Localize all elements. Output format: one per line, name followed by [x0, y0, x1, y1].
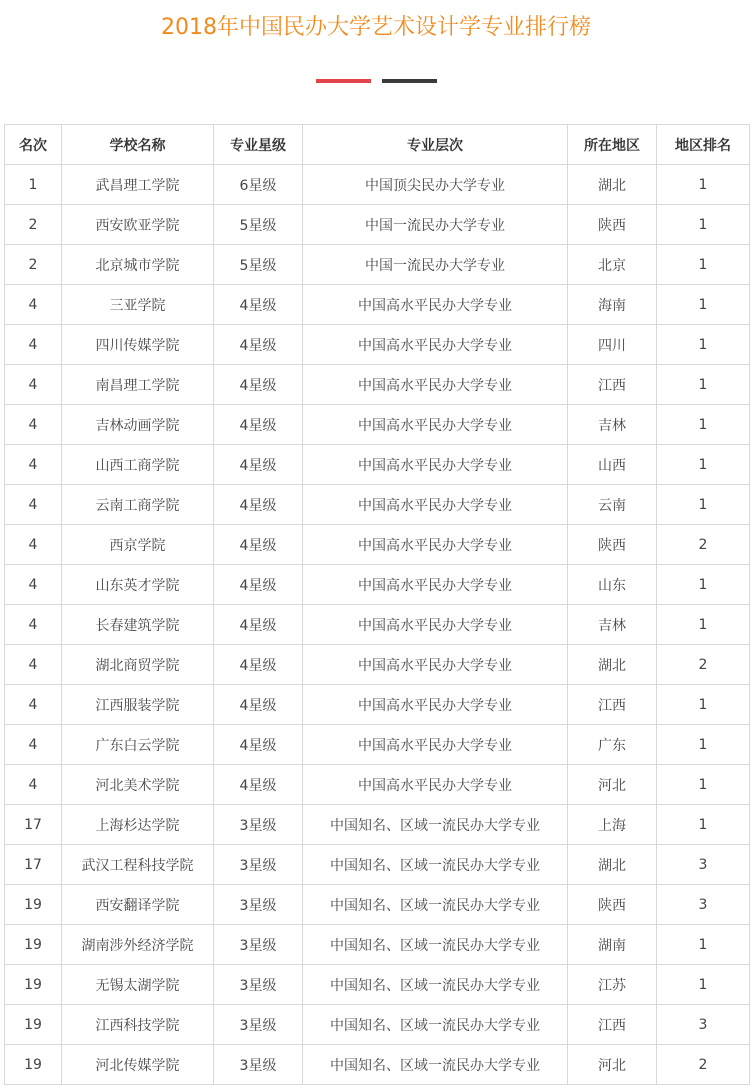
- cell-rank: 2: [5, 205, 62, 245]
- cell-school-name: 北京城市学院: [62, 245, 214, 285]
- header-major-level: 专业层次: [303, 125, 568, 165]
- table-row: [5, 365, 750, 405]
- cell-school-name: 山东英才学院: [62, 565, 214, 605]
- cell-star-level: 5星级: [214, 205, 303, 245]
- cell-rank: 17: [5, 845, 62, 885]
- cell-rank: 4: [5, 325, 62, 365]
- cell-star-level: 4星级: [214, 405, 303, 445]
- header-rank: 名次: [5, 125, 62, 165]
- table-row: [5, 565, 750, 605]
- cell-region-rank: 2: [657, 645, 750, 685]
- cell-rank: 4: [5, 765, 62, 805]
- cell-school-name: 吉林动画学院: [62, 405, 214, 445]
- cell-school-name: 武汉工程科技学院: [62, 845, 214, 885]
- cell-rank: 4: [5, 645, 62, 685]
- cell-region: 湖北: [568, 165, 657, 205]
- table-row: [5, 845, 750, 885]
- cell-star-level: 4星级: [214, 285, 303, 325]
- cell-star-level: 4星级: [214, 445, 303, 485]
- cell-region: 陕西: [568, 205, 657, 245]
- cell-rank: 1: [5, 165, 62, 205]
- cell-region-rank: 2: [657, 1045, 750, 1085]
- cell-rank: 4: [5, 365, 62, 405]
- cell-school-name: 西安翻译学院: [62, 885, 214, 925]
- cell-star-level: 3星级: [214, 925, 303, 965]
- table-row: [5, 805, 750, 845]
- divider-red-bar: [316, 79, 371, 83]
- cell-major-level: 中国高水平民办大学专业: [303, 285, 568, 325]
- cell-region-rank: 1: [657, 405, 750, 445]
- cell-star-level: 4星级: [214, 565, 303, 605]
- cell-region-rank: 1: [657, 365, 750, 405]
- table-row: [5, 645, 750, 685]
- cell-region: 湖北: [568, 845, 657, 885]
- cell-region-rank: 1: [657, 285, 750, 325]
- cell-region: 湖南: [568, 925, 657, 965]
- cell-region: 四川: [568, 325, 657, 365]
- table-body: [5, 165, 750, 1085]
- cell-school-name: 河北传媒学院: [62, 1045, 214, 1085]
- cell-major-level: 中国高水平民办大学专业: [303, 725, 568, 765]
- page-title: 2018年中国民办大学艺术设计学专业排行榜: [161, 15, 591, 40]
- table-row: [5, 725, 750, 765]
- cell-rank: 4: [5, 725, 62, 765]
- cell-school-name: 四川传媒学院: [62, 325, 214, 365]
- header-region: 所在地区: [568, 125, 657, 165]
- cell-rank: 19: [5, 885, 62, 925]
- cell-rank: 4: [5, 685, 62, 725]
- cell-rank: 4: [5, 445, 62, 485]
- table-row: [5, 525, 750, 565]
- cell-major-level: 中国一流民办大学专业: [303, 205, 568, 245]
- cell-rank: 19: [5, 965, 62, 1005]
- table-row: [5, 685, 750, 725]
- cell-region: 海南: [568, 285, 657, 325]
- table-row: [5, 285, 750, 325]
- cell-region: 云南: [568, 485, 657, 525]
- cell-region: 山西: [568, 445, 657, 485]
- cell-major-level: 中国高水平民办大学专业: [303, 445, 568, 485]
- cell-major-level: 中国高水平民办大学专业: [303, 485, 568, 525]
- cell-school-name: 西京学院: [62, 525, 214, 565]
- cell-region: 江苏: [568, 965, 657, 1005]
- cell-region: 陕西: [568, 885, 657, 925]
- table-row: [5, 445, 750, 485]
- cell-school-name: 河北美术学院: [62, 765, 214, 805]
- cell-rank: 4: [5, 405, 62, 445]
- cell-star-level: 5星级: [214, 245, 303, 285]
- cell-star-level: 3星级: [214, 845, 303, 885]
- table-row: [5, 245, 750, 285]
- cell-region: 广东: [568, 725, 657, 765]
- cell-school-name: 广东白云学院: [62, 725, 214, 765]
- ranking-table: [4, 124, 750, 1085]
- cell-star-level: 3星级: [214, 805, 303, 845]
- cell-major-level: 中国知名、区域一流民办大学专业: [303, 965, 568, 1005]
- table-row: [5, 965, 750, 1005]
- cell-region-rank: 1: [657, 485, 750, 525]
- cell-star-level: 3星级: [214, 1045, 303, 1085]
- cell-major-level: 中国高水平民办大学专业: [303, 325, 568, 365]
- cell-rank: 19: [5, 925, 62, 965]
- cell-school-name: 云南工商学院: [62, 485, 214, 525]
- table-row: [5, 405, 750, 445]
- cell-school-name: 上海杉达学院: [62, 805, 214, 845]
- cell-school-name: 湖南涉外经济学院: [62, 925, 214, 965]
- cell-region-rank: 1: [657, 445, 750, 485]
- cell-star-level: 4星级: [214, 765, 303, 805]
- cell-region: 江西: [568, 1005, 657, 1045]
- cell-rank: 2: [5, 245, 62, 285]
- cell-major-level: 中国知名、区域一流民办大学专业: [303, 925, 568, 965]
- cell-major-level: 中国高水平民办大学专业: [303, 405, 568, 445]
- cell-star-level: 4星级: [214, 325, 303, 365]
- cell-region-rank: 1: [657, 605, 750, 645]
- table-row: [5, 485, 750, 525]
- table-row: [5, 885, 750, 925]
- cell-region-rank: 1: [657, 565, 750, 605]
- title-divider: [0, 79, 752, 83]
- cell-school-name: 武昌理工学院: [62, 165, 214, 205]
- cell-major-level: 中国知名、区域一流民办大学专业: [303, 1045, 568, 1085]
- cell-region-rank: 1: [657, 965, 750, 1005]
- cell-school-name: 三亚学院: [62, 285, 214, 325]
- cell-region: 北京: [568, 245, 657, 285]
- cell-rank: 17: [5, 805, 62, 845]
- cell-region: 江西: [568, 365, 657, 405]
- cell-major-level: 中国高水平民办大学专业: [303, 685, 568, 725]
- cell-major-level: 中国知名、区域一流民办大学专业: [303, 845, 568, 885]
- cell-star-level: 4星级: [214, 365, 303, 405]
- cell-star-level: 4星级: [214, 645, 303, 685]
- cell-rank: 4: [5, 485, 62, 525]
- cell-major-level: 中国知名、区域一流民办大学专业: [303, 805, 568, 845]
- cell-region-rank: 1: [657, 205, 750, 245]
- cell-region-rank: 1: [657, 765, 750, 805]
- cell-major-level: 中国顶尖民办大学专业: [303, 165, 568, 205]
- cell-region-rank: 3: [657, 845, 750, 885]
- cell-major-level: 中国高水平民办大学专业: [303, 565, 568, 605]
- table-row: [5, 165, 750, 205]
- cell-star-level: 3星级: [214, 1005, 303, 1045]
- cell-star-level: 4星级: [214, 525, 303, 565]
- cell-school-name: 南昌理工学院: [62, 365, 214, 405]
- table-row: [5, 205, 750, 245]
- cell-region-rank: 1: [657, 725, 750, 765]
- cell-region-rank: 3: [657, 1005, 750, 1045]
- cell-region: 吉林: [568, 605, 657, 645]
- cell-rank: 4: [5, 605, 62, 645]
- cell-rank: 4: [5, 285, 62, 325]
- cell-region-rank: 1: [657, 685, 750, 725]
- cell-region: 上海: [568, 805, 657, 845]
- cell-major-level: 中国高水平民办大学专业: [303, 765, 568, 805]
- cell-school-name: 长春建筑学院: [62, 605, 214, 645]
- table-row: [5, 1045, 750, 1085]
- cell-star-level: 4星级: [214, 605, 303, 645]
- cell-rank: 4: [5, 525, 62, 565]
- cell-school-name: 西安欧亚学院: [62, 205, 214, 245]
- header-school-name: 学校名称: [62, 125, 214, 165]
- cell-school-name: 湖北商贸学院: [62, 645, 214, 685]
- cell-major-level: 中国知名、区域一流民办大学专业: [303, 1005, 568, 1045]
- cell-region: 陕西: [568, 525, 657, 565]
- cell-region: 吉林: [568, 405, 657, 445]
- cell-school-name: 江西科技学院: [62, 1005, 214, 1045]
- table-row: [5, 325, 750, 365]
- cell-school-name: 江西服装学院: [62, 685, 214, 725]
- cell-region: 河北: [568, 1045, 657, 1085]
- cell-major-level: 中国高水平民办大学专业: [303, 525, 568, 565]
- header-region-rank: 地区排名: [657, 125, 750, 165]
- cell-region: 河北: [568, 765, 657, 805]
- cell-rank: 4: [5, 565, 62, 605]
- table-row: [5, 765, 750, 805]
- divider-dark-bar: [382, 79, 437, 83]
- cell-school-name: 无锡太湖学院: [62, 965, 214, 1005]
- cell-star-level: 4星级: [214, 485, 303, 525]
- cell-region-rank: 1: [657, 165, 750, 205]
- cell-rank: 19: [5, 1005, 62, 1045]
- table-row: [5, 605, 750, 645]
- cell-region-rank: 2: [657, 525, 750, 565]
- cell-region-rank: 1: [657, 325, 750, 365]
- cell-region-rank: 1: [657, 245, 750, 285]
- header-star-level: 专业星级: [214, 125, 303, 165]
- cell-region: 湖北: [568, 645, 657, 685]
- cell-rank: 19: [5, 1045, 62, 1085]
- cell-region-rank: 1: [657, 805, 750, 845]
- cell-school-name: 山西工商学院: [62, 445, 214, 485]
- cell-region-rank: 3: [657, 885, 750, 925]
- cell-star-level: 4星级: [214, 725, 303, 765]
- cell-major-level: 中国高水平民办大学专业: [303, 365, 568, 405]
- table-row: [5, 925, 750, 965]
- cell-star-level: 4星级: [214, 685, 303, 725]
- table-header-row: [5, 125, 750, 165]
- cell-major-level: 中国一流民办大学专业: [303, 245, 568, 285]
- cell-region: 山东: [568, 565, 657, 605]
- cell-star-level: 3星级: [214, 965, 303, 1005]
- cell-major-level: 中国高水平民办大学专业: [303, 645, 568, 685]
- table-row: [5, 1005, 750, 1045]
- cell-region: 江西: [568, 685, 657, 725]
- cell-region-rank: 1: [657, 925, 750, 965]
- cell-major-level: 中国高水平民办大学专业: [303, 605, 568, 645]
- cell-star-level: 6星级: [214, 165, 303, 205]
- cell-star-level: 3星级: [214, 885, 303, 925]
- cell-major-level: 中国知名、区域一流民办大学专业: [303, 885, 568, 925]
